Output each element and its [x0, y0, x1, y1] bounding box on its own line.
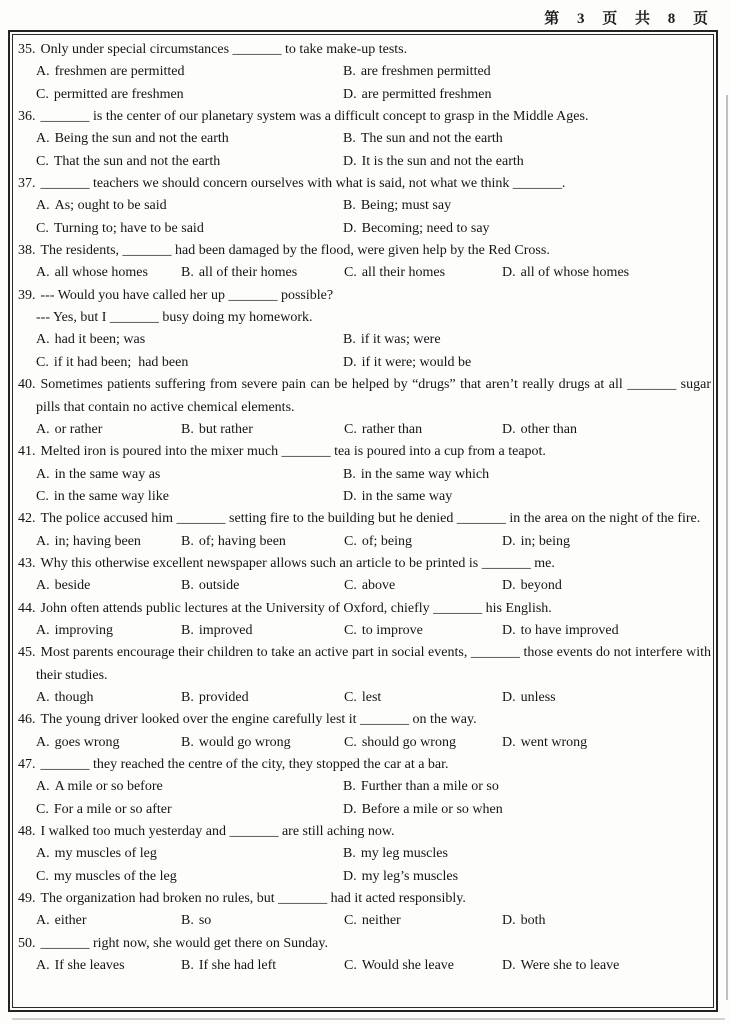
question-number: 39. — [18, 287, 36, 303]
question-text: The residents, _______ had been damaged by the flood, were given help by the Red Cross. — [40, 243, 550, 259]
option-label: D. — [502, 913, 516, 929]
option-text: neither — [361, 913, 401, 929]
option-label: C. — [344, 689, 357, 705]
option-text: above — [361, 578, 396, 594]
option-label: A. — [36, 958, 50, 974]
question-46 — [18, 709, 711, 754]
option-c — [344, 687, 502, 709]
option-text: goes wrong — [54, 734, 120, 750]
option-text: freshmen are permitted — [54, 64, 185, 80]
option-label: D. — [502, 622, 516, 638]
exam-sheet — [12, 34, 714, 1008]
option-c — [344, 620, 502, 642]
option-text: improving — [54, 622, 113, 638]
option-text: my leg’s muscles — [361, 868, 459, 884]
option-text: provided — [198, 689, 249, 705]
option-text: in the same way as — [54, 466, 161, 482]
option-text: Being the sun and not the earth — [54, 131, 229, 147]
options-grid — [18, 575, 711, 597]
option-text: rather than — [361, 421, 423, 437]
option-text: my muscles of the leg — [53, 868, 177, 884]
option-label: C. — [36, 868, 49, 884]
scan-edge-bottom — [12, 1018, 725, 1020]
option-label: A. — [36, 466, 50, 482]
option-a — [36, 776, 343, 798]
scan-edge-right — [726, 95, 728, 1000]
question-36 — [18, 106, 711, 173]
question-number: 49. — [18, 891, 36, 907]
question-text-line — [18, 888, 711, 910]
options-grid — [18, 955, 711, 977]
question-text-line — [18, 285, 711, 307]
option-text: should go wrong — [361, 734, 456, 750]
option-b — [181, 419, 344, 441]
question-text: The young driver looked over the engine carefully lest it _______ on the way. — [40, 712, 477, 728]
option-label: C. — [344, 958, 357, 974]
option-label: D. — [343, 801, 357, 817]
option-a — [36, 687, 181, 709]
option-text: all of their homes — [198, 265, 298, 281]
option-a — [36, 843, 343, 865]
question-42 — [18, 508, 711, 553]
option-label: D. — [502, 734, 516, 750]
option-d — [502, 262, 711, 284]
option-d — [502, 910, 711, 932]
option-text: both — [520, 913, 546, 929]
option-text: are permitted freshmen — [361, 86, 492, 102]
question-number: 45. — [18, 645, 36, 661]
question-41 — [18, 441, 711, 508]
question-text-line — [18, 598, 711, 620]
option-b — [343, 329, 711, 351]
question-48 — [18, 821, 711, 888]
options-grid — [18, 910, 711, 932]
question-text: _______ is the center of our planetary system was a difficult concept to grasp in the Middle Ages. — [40, 109, 589, 125]
option-b — [181, 575, 344, 597]
option-label: D. — [502, 265, 516, 281]
question-text-line — [18, 553, 711, 575]
option-label: B. — [181, 622, 194, 638]
option-text: if it were; would be — [361, 354, 472, 370]
option-b — [181, 732, 344, 754]
question-number: 36. — [18, 109, 36, 125]
question-text-line — [18, 39, 711, 61]
option-label: B. — [181, 578, 194, 594]
question-number: 42. — [18, 511, 36, 527]
option-text: unless — [520, 689, 556, 705]
option-text: or rather — [54, 421, 103, 437]
question-38 — [18, 240, 711, 285]
option-text: other than — [520, 421, 577, 437]
option-label: A. — [36, 622, 50, 638]
option-c — [344, 575, 502, 597]
option-label: B. — [343, 466, 356, 482]
option-c — [344, 955, 502, 977]
options-grid — [18, 687, 711, 709]
option-label: D. — [343, 86, 357, 102]
option-label: D. — [502, 958, 516, 974]
option-label: B. — [343, 332, 356, 348]
option-label: C. — [36, 801, 49, 817]
option-label: B. — [181, 421, 194, 437]
option-c — [36, 352, 343, 374]
option-label: D. — [502, 421, 516, 437]
option-c — [36, 799, 343, 821]
options-grid — [18, 195, 711, 240]
option-a — [36, 732, 181, 754]
option-d — [502, 620, 711, 642]
option-text: so — [198, 913, 212, 929]
option-text: Before a mile or so when — [361, 801, 503, 817]
option-label: B. — [343, 846, 356, 862]
question-number: 43. — [18, 555, 36, 571]
option-label: C. — [36, 86, 49, 102]
options-grid — [18, 531, 711, 553]
option-text: Turning to; have to be said — [53, 220, 204, 236]
option-label: C. — [36, 153, 49, 169]
question-number: 35. — [18, 42, 36, 57]
option-label: D. — [502, 578, 516, 594]
question-text: Sometimes patients suffering from severe pain can be helped by “drugs” that aren’t really drugs at all _______ sugar pills that contain no active chemical elements. — [36, 377, 711, 415]
option-text: beside — [54, 578, 91, 594]
options-grid — [18, 128, 711, 173]
question-text: _______ they reached the centre of the city, they stopped the car at a bar. — [40, 757, 449, 772]
option-text: of; being — [361, 533, 412, 549]
option-c — [344, 419, 502, 441]
question-text: I walked too much yesterday and _______ are still aching now. — [40, 824, 395, 840]
option-b — [181, 687, 344, 709]
option-label: C. — [36, 220, 49, 236]
option-text: lest — [361, 689, 382, 705]
option-c — [344, 910, 502, 932]
option-label: D. — [343, 153, 357, 169]
option-text: either — [54, 913, 87, 929]
question-text-line — [18, 754, 711, 776]
option-c — [344, 262, 502, 284]
options-grid — [18, 843, 711, 888]
question-40 — [18, 374, 711, 441]
question-text-line — [18, 821, 711, 843]
option-a — [36, 262, 181, 284]
option-text: but rather — [198, 421, 253, 437]
option-label: A. — [36, 421, 50, 437]
option-label: C. — [344, 578, 357, 594]
option-a — [36, 61, 343, 83]
option-label: A. — [36, 64, 50, 80]
option-text: Being; must say — [360, 198, 452, 214]
option-text: Were she to leave — [520, 958, 620, 974]
question-text: _______ right now, she would get there on Sunday. — [40, 935, 328, 951]
option-text: my muscles of leg — [54, 846, 157, 862]
question-text: Melted iron is poured into the mixer much _______ tea is poured into a cup from a teapot. — [40, 444, 546, 460]
option-text: all of whose homes — [520, 265, 630, 281]
option-a — [36, 128, 343, 150]
option-label: A. — [36, 734, 50, 750]
option-label: A. — [36, 846, 50, 862]
option-label: B. — [343, 131, 356, 147]
question-45 — [18, 642, 711, 709]
option-label: A. — [36, 578, 50, 594]
question-text-line — [18, 374, 711, 419]
option-a — [36, 910, 181, 932]
question-text-line — [18, 106, 711, 128]
option-label: C. — [344, 265, 357, 281]
option-a — [36, 575, 181, 597]
option-text: all whose homes — [54, 265, 148, 281]
option-label: D. — [502, 533, 516, 549]
option-label: A. — [36, 533, 50, 549]
question-number: 48. — [18, 824, 36, 840]
option-d — [343, 799, 711, 821]
option-text: If she leaves — [54, 958, 125, 974]
option-label: A. — [36, 689, 50, 705]
option-text: are freshmen permitted — [360, 64, 491, 80]
option-d — [502, 531, 711, 553]
option-d — [343, 352, 711, 374]
option-label: C. — [36, 354, 49, 370]
option-label: B. — [181, 958, 194, 974]
option-text: If she had left — [198, 958, 277, 974]
options-grid — [18, 262, 711, 284]
option-label: A. — [36, 131, 50, 147]
question-number: 38. — [18, 243, 36, 259]
option-b — [343, 776, 711, 798]
question-text-line — [18, 508, 711, 530]
option-d — [502, 732, 711, 754]
question-35 — [18, 39, 711, 106]
option-d — [502, 955, 711, 977]
option-b — [343, 843, 711, 865]
question-text-line — [18, 173, 711, 195]
option-c — [36, 218, 343, 240]
option-b — [181, 955, 344, 977]
option-text: Further than a mile or so — [360, 779, 499, 795]
option-b — [343, 195, 711, 217]
question-text-line — [18, 709, 711, 731]
option-b — [181, 531, 344, 553]
option-c — [344, 732, 502, 754]
option-text: beyond — [520, 578, 562, 594]
option-label: C. — [344, 421, 357, 437]
question-text-line — [18, 933, 711, 955]
option-a — [36, 955, 181, 977]
option-text: all their homes — [361, 265, 446, 281]
option-label: C. — [36, 488, 49, 504]
question-number: 46. — [18, 712, 36, 728]
option-d — [502, 419, 711, 441]
option-d — [343, 84, 711, 106]
option-d — [502, 575, 711, 597]
option-text: if it had been; had been — [53, 354, 189, 370]
option-text: if it was; were — [360, 332, 441, 348]
question-text: Only under special circumstances _______ to take make-up tests. — [40, 42, 408, 57]
option-text: permitted are freshmen — [53, 86, 184, 102]
option-text: The sun and not the earth — [360, 131, 503, 147]
question-text: The police accused him _______ setting fire to the building but he denied _______ in the area on the night of the fire. — [40, 511, 701, 527]
option-d — [343, 218, 711, 240]
question-number: 40. — [18, 377, 36, 393]
option-c — [36, 866, 343, 888]
option-label: B. — [181, 265, 194, 281]
question-text: The organization had broken no rules, but _______ had it acted responsibly. — [40, 891, 466, 907]
options-grid — [18, 419, 711, 441]
option-text: my leg muscles — [360, 846, 448, 862]
option-label: C. — [344, 913, 357, 929]
question-37 — [18, 173, 711, 240]
option-text: though — [54, 689, 94, 705]
question-number: 47. — [18, 757, 36, 772]
option-text: to have improved — [520, 622, 619, 638]
option-b — [343, 464, 711, 486]
option-label: D. — [343, 354, 357, 370]
question-43 — [18, 553, 711, 598]
option-label: B. — [343, 779, 356, 795]
option-b — [181, 262, 344, 284]
option-label: D. — [502, 689, 516, 705]
option-text: in the same way — [361, 488, 453, 504]
option-label: B. — [343, 64, 356, 80]
option-a — [36, 419, 181, 441]
option-b — [181, 910, 344, 932]
option-label: A. — [36, 332, 50, 348]
question-47 — [18, 754, 711, 821]
option-text: of; having been — [198, 533, 286, 549]
option-text: had it been; was — [54, 332, 146, 348]
options-grid — [18, 732, 711, 754]
question-49 — [18, 888, 711, 933]
option-text: improved — [198, 622, 253, 638]
option-c — [36, 151, 343, 173]
question-text-line — [18, 642, 711, 687]
option-b — [181, 620, 344, 642]
option-a — [36, 195, 343, 217]
options-grid — [18, 464, 711, 509]
question-text: Why this otherwise excellent newspaper allows such an article to be printed is _______ me. — [40, 555, 555, 571]
option-text: in; being — [520, 533, 571, 549]
option-text: As; ought to be said — [54, 198, 167, 214]
question-text: _______ teachers we should concern ourselves with what is said, not what we think _______. — [40, 176, 566, 192]
option-label: C. — [344, 622, 357, 638]
option-label: C. — [344, 533, 357, 549]
option-text: For a mile or so after — [53, 801, 172, 817]
page-number-header: 第 3 页 共 8 页 — [544, 11, 714, 27]
option-text: went wrong — [520, 734, 588, 750]
question-44 — [18, 598, 711, 643]
option-a — [36, 620, 181, 642]
questions-list — [18, 39, 711, 977]
option-text: Would she leave — [361, 958, 455, 974]
option-label: B. — [181, 689, 194, 705]
option-text: to improve — [361, 622, 423, 638]
option-text: in the same way which — [360, 466, 490, 482]
option-c — [344, 531, 502, 553]
option-label: C. — [344, 734, 357, 750]
option-c — [36, 84, 343, 106]
option-label: A. — [36, 779, 50, 795]
option-a — [36, 531, 181, 553]
option-a — [36, 329, 343, 351]
option-text: outside — [198, 578, 240, 594]
option-text: in the same way like — [53, 488, 169, 504]
exam-sheet-border — [8, 30, 718, 1012]
option-label: B. — [181, 913, 194, 929]
option-b — [343, 128, 711, 150]
question-text: --- Would you have called her up _______ possible? — [40, 287, 334, 303]
option-label: D. — [343, 220, 357, 236]
option-d — [343, 486, 711, 508]
question-text-line — [18, 240, 711, 262]
option-label: A. — [36, 265, 50, 281]
question-text-line-2: --- Yes, but I _______ busy doing my homework. — [36, 310, 313, 326]
option-d — [343, 866, 711, 888]
option-label: D. — [343, 488, 357, 504]
option-label: A. — [36, 913, 50, 929]
option-text: in; having been — [54, 533, 141, 549]
question-text: John often attends public lectures at the University of Oxford, chiefly _______ his English. — [40, 600, 552, 616]
question-number: 41. — [18, 444, 36, 460]
option-label: D. — [343, 868, 357, 884]
option-label: B. — [181, 734, 194, 750]
option-b — [343, 61, 711, 83]
options-grid — [18, 776, 711, 821]
option-c — [36, 486, 343, 508]
question-50 — [18, 933, 711, 978]
question-number: 44. — [18, 600, 36, 616]
option-label: B. — [343, 198, 356, 214]
option-text: That the sun and not the earth — [53, 153, 221, 169]
question-number: 50. — [18, 935, 36, 951]
option-text: Becoming; need to say — [361, 220, 490, 236]
option-text: would go wrong — [198, 734, 291, 750]
option-d — [343, 151, 711, 173]
option-a — [36, 464, 343, 486]
option-text: A mile or so before — [54, 779, 163, 795]
question-number: 37. — [18, 176, 36, 192]
option-label: B. — [181, 533, 194, 549]
option-text: It is the sun and not the earth — [361, 153, 524, 169]
option-d — [502, 687, 711, 709]
question-39 — [18, 285, 711, 374]
option-label: A. — [36, 198, 50, 214]
options-grid — [18, 61, 711, 106]
question-text-line — [18, 441, 711, 463]
options-grid — [18, 620, 711, 642]
options-grid — [18, 329, 711, 374]
question-text: Most parents encourage their children to take an active part in social events, _______ those events do not interfere with their studies. — [36, 645, 711, 683]
